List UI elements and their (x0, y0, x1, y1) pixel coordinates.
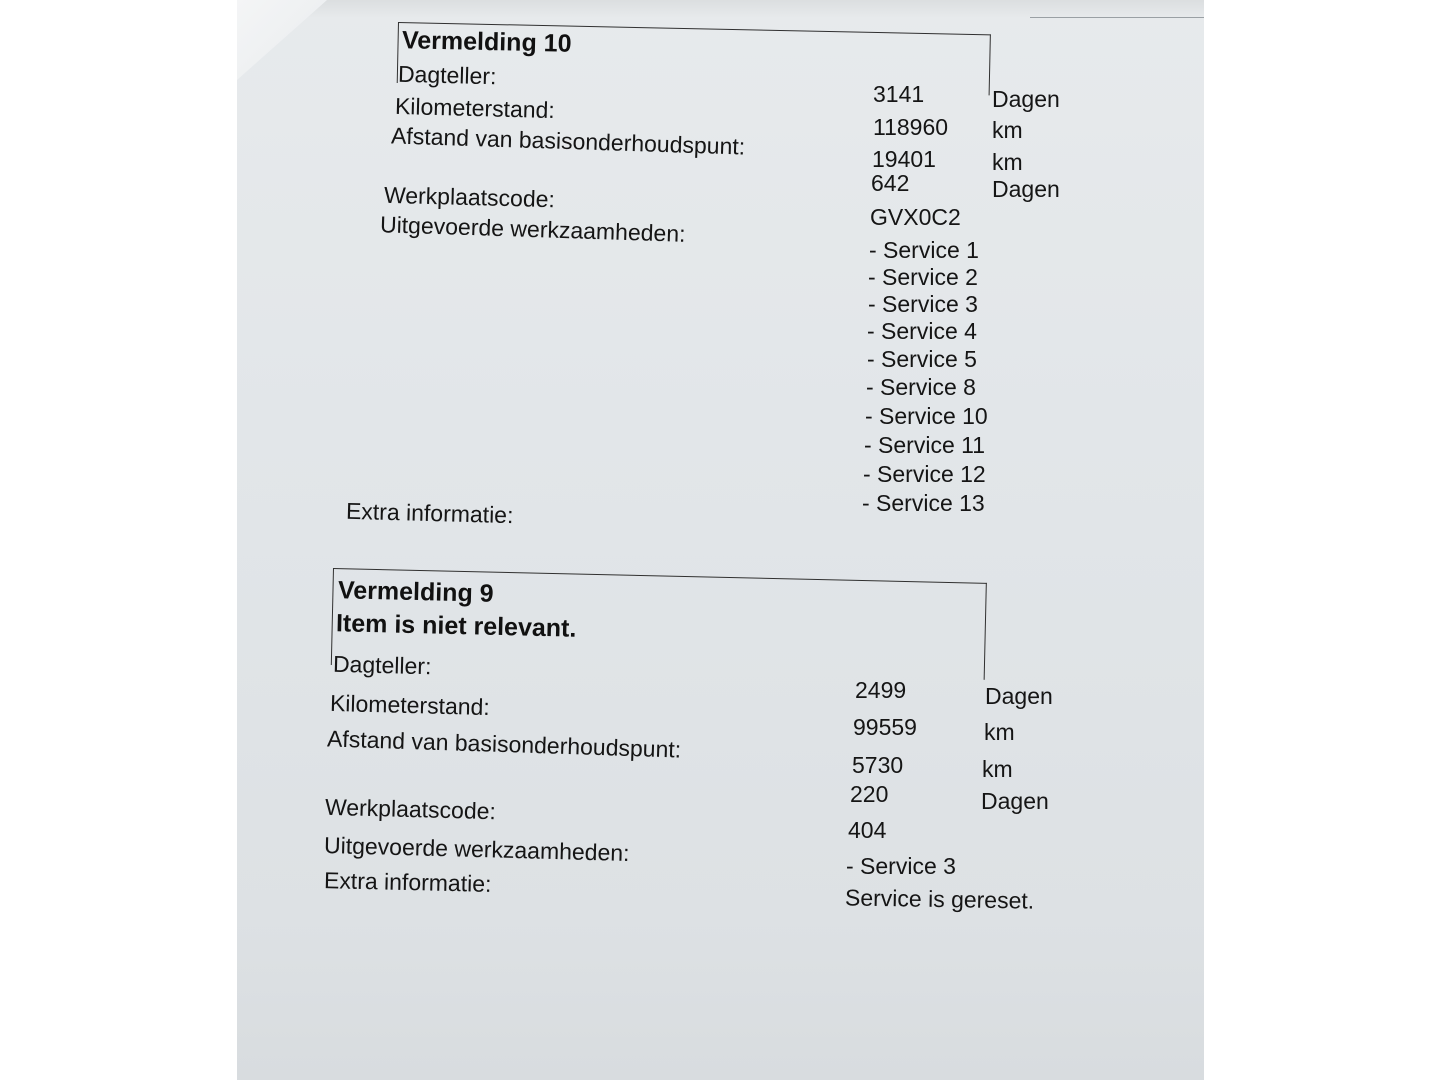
label-werkzaamheden: Uitgevoerde werkzaamheden: (379, 211, 686, 247)
entry-10-title: Vermelding 10 (401, 26, 572, 58)
label-kilometerstand: Kilometerstand: (394, 92, 556, 124)
label-werkplaatscode: Werkplaatscode: (324, 793, 497, 825)
service-item: - Service 1 (869, 237, 979, 263)
value-afstand-dagen: 642 (871, 170, 910, 196)
service-item: - Service 10 (865, 403, 988, 429)
label-afstand: Afstand van basisonderhoudspunt: (326, 725, 682, 763)
value-dagteller: 2499 (855, 677, 907, 703)
entry-9-subtitle: Item is niet relevant. (335, 609, 577, 643)
label-dagteller: Dagteller: (332, 650, 432, 680)
unit-afstand-dagen: Dagen (981, 788, 1049, 814)
label-werkzaamheden: Uitgevoerde werkzaamheden: (323, 832, 630, 866)
value-afstand-dagen: 220 (850, 781, 889, 807)
underlying-page-edge (1030, 17, 1204, 18)
value-extra-informatie: Service is gereset. (844, 884, 1035, 914)
label-kilometerstand: Kilometerstand: (329, 689, 491, 721)
label-extra-informatie: Extra informatie: (345, 497, 514, 529)
label-afstand: Afstand van basisonderhoudspunt: (390, 122, 746, 160)
unit-afstand-km: km (992, 149, 1023, 175)
value-kilometerstand: 118960 (873, 114, 949, 140)
label-dagteller: Dagteller: (397, 60, 497, 90)
value-afstand-km: 19401 (872, 146, 936, 172)
unit-afstand-km: km (982, 756, 1013, 782)
value-dagteller: 3141 (873, 81, 925, 107)
value-kilometerstand: 99559 (853, 714, 917, 740)
service-item: - Service 3 (868, 291, 978, 317)
page-shadow (237, 0, 1204, 18)
service-item: - Service 5 (867, 346, 977, 372)
service-item: - Service 2 (868, 264, 978, 290)
unit-kilometerstand: km (992, 117, 1023, 143)
unit-afstand-dagen: Dagen (992, 176, 1060, 202)
service-item: - Service 12 (863, 461, 986, 487)
document-page (237, 0, 1204, 1080)
value-afstand-km: 5730 (852, 752, 904, 778)
entry-9-title: Vermelding 9 (337, 576, 494, 608)
label-werkplaatscode: Werkplaatscode: (383, 181, 556, 213)
value-werkplaatscode: 404 (848, 817, 887, 843)
unit-kilometerstand: km (984, 719, 1015, 745)
label-extra-informatie: Extra informatie: (323, 867, 492, 897)
value-werkplaatscode: GVX0C2 (870, 204, 961, 230)
service-item: - Service 11 (864, 432, 986, 458)
service-item: - Service 8 (866, 374, 976, 400)
service-item: - Service 4 (867, 318, 977, 344)
service-item: - Service 3 (846, 853, 956, 879)
unit-dagteller: Dagen (992, 86, 1060, 112)
service-item: - Service 13 (862, 490, 985, 516)
unit-dagteller: Dagen (985, 683, 1053, 709)
